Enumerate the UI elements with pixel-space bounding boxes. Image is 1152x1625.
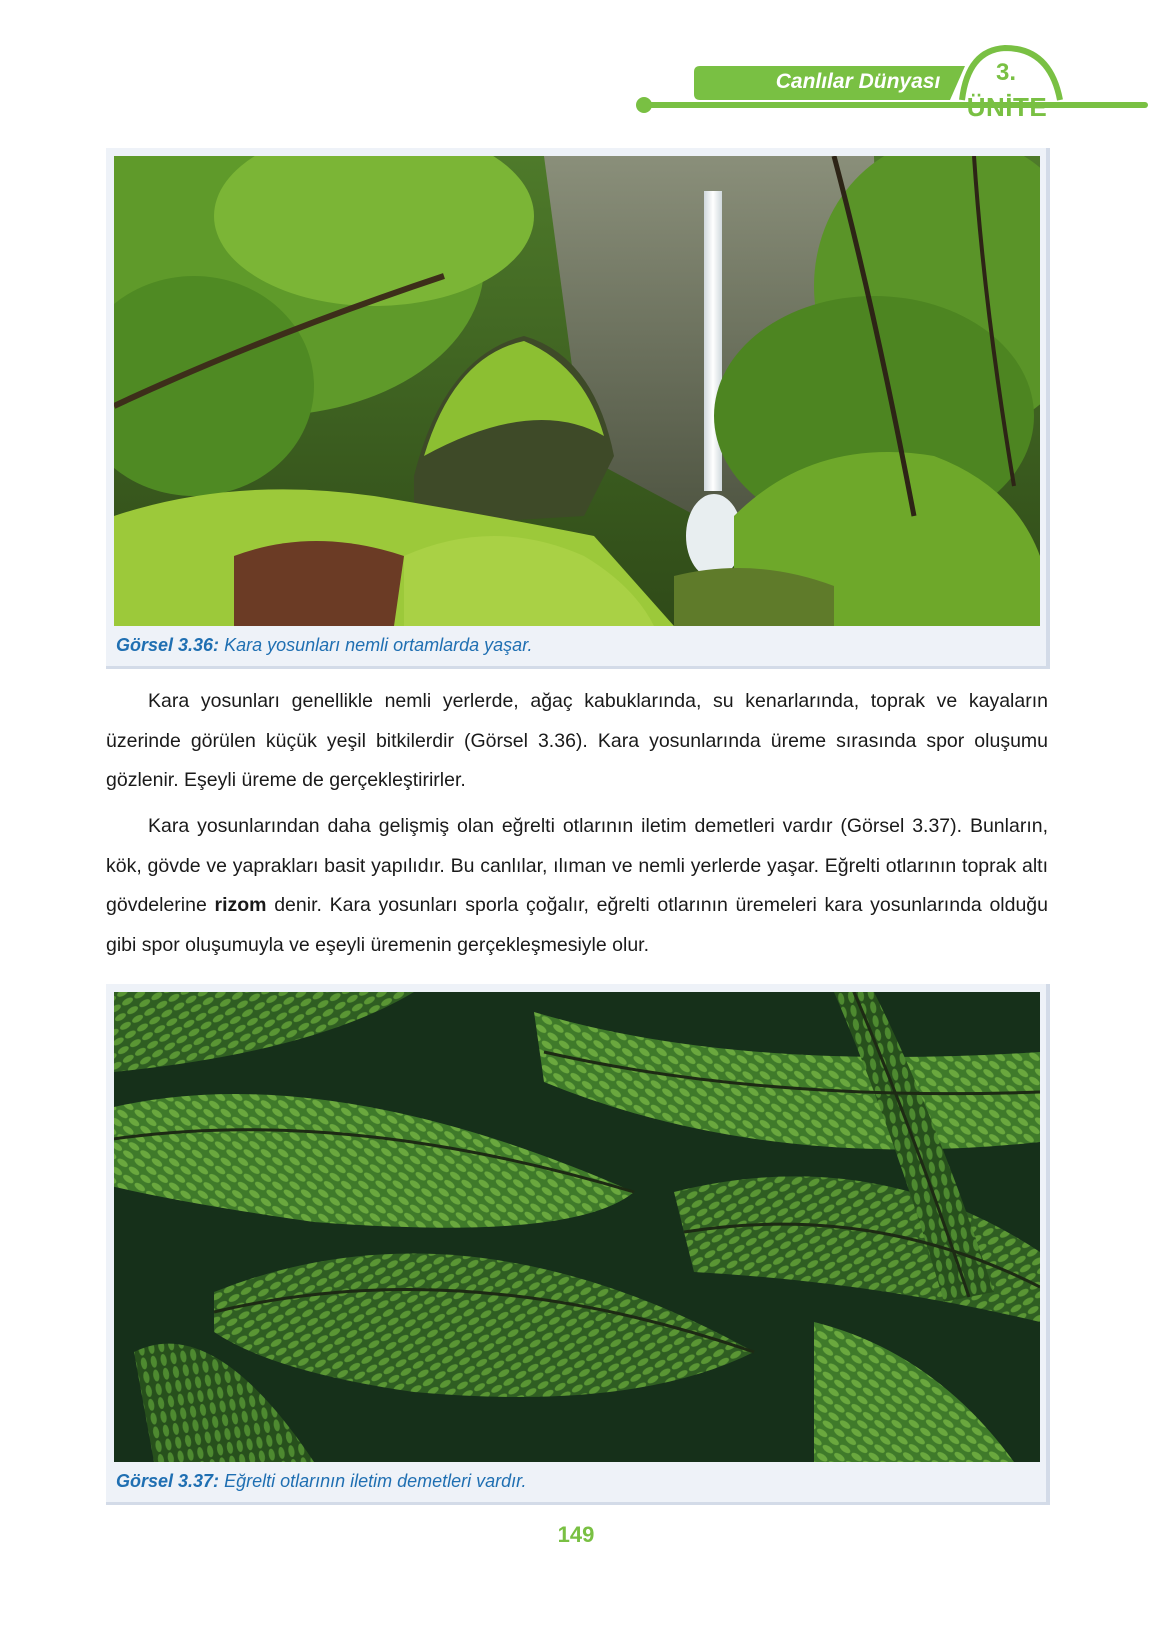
fern-photo	[114, 992, 1040, 1462]
unit-title: Canlılar Dünyası	[775, 70, 941, 93]
unit-label: ÜNİTE	[966, 92, 1048, 122]
caption-label: Görsel 3.37:	[116, 1471, 220, 1491]
moss-forest-image	[114, 156, 1040, 626]
fern-fronds-image	[114, 992, 1040, 1462]
figure-caption	[116, 1471, 527, 1492]
moss-waterfall-photo	[114, 156, 1040, 626]
paragraph-text-part2: denir. Kara yosunları sporla çoğalır, eğrelti otlarının üremeleri kara yosunlarında olduğu gibi spor oluşumuyla ve eşeyli üremenin gerçekleşmesiyle olur.	[106, 894, 1048, 956]
figure-fern	[106, 984, 1050, 1505]
bold-term-rizom: rizom	[214, 894, 267, 916]
paragraph-fern	[106, 807, 1048, 965]
figure-caption	[116, 635, 533, 656]
figure-moss	[106, 148, 1050, 669]
caption-label: Görsel 3.36:	[116, 635, 220, 655]
caption-text: Kara yosunları nemli ortamlarda yaşar.	[219, 635, 533, 655]
page-number: 149	[557, 1522, 595, 1547]
paragraph-text-part1: Kara yosunlarından daha gelişmiş olan eğrelti otlarının iletim demetleri vardır (Görsel 3.37). Bunların, kök, gövde ve yaprakları basit yapılıdır. Bu canlılar, ılıman ve nemli yerlerde yaşar. Eğrelti otlarının toprak altı gövdelerine	[106, 815, 1048, 916]
caption-text: Eğrelti otlarının iletim demetleri vardır.	[219, 1471, 527, 1491]
unit-header	[0, 0, 1152, 130]
paragraph-moss	[106, 682, 1048, 801]
paragraph-text: Kara yosunları genellikle nemli yerlerde, ağaç kabuklarında, su kenarlarında, toprak ve kayaların üzerinde görülen küçük yeşil bitkilerdir (Görsel 3.36). Kara yosunlarında üreme sırasında spor oluşumu gözlenir. Eşeyli üreme de gerçekleştirirler.	[106, 690, 1048, 791]
unit-number: 3.	[995, 59, 1016, 86]
